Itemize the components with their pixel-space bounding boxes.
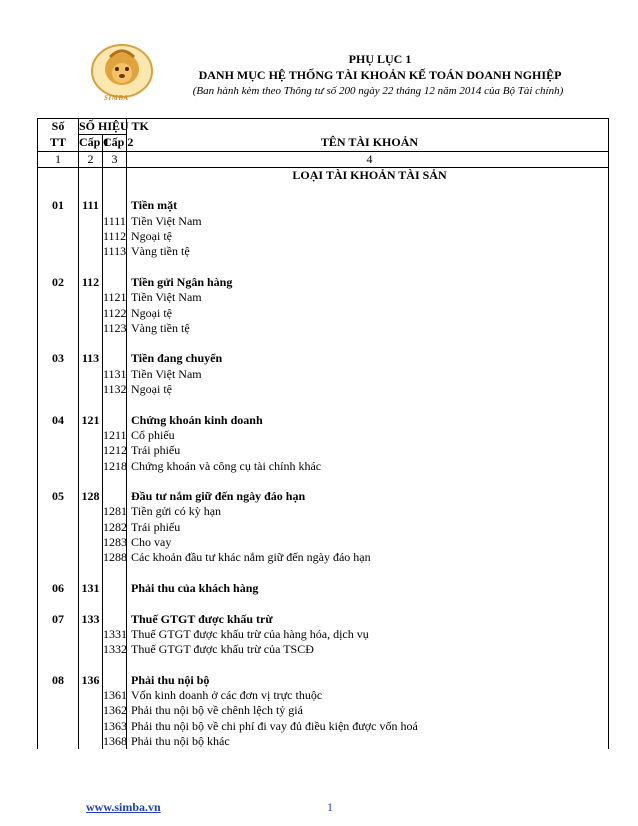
row-cap1 (79, 321, 103, 336)
row-cap2: 1122 (103, 305, 127, 320)
row-tt (38, 336, 79, 351)
row-cap2 (103, 351, 127, 366)
row-cap2 (103, 336, 127, 351)
row-account-name: Đầu tư nắm giữ đến ngày đáo hạn (127, 489, 609, 504)
table-row (38, 535, 609, 550)
row-account-name: Tiền gửi Ngân hàng (127, 275, 609, 290)
row-account-name: Phải thu nội bộ (127, 673, 609, 688)
table-header-row-3 (38, 151, 609, 167)
row-cap2: 1282 (103, 519, 127, 534)
row-cap2: 1211 (103, 427, 127, 442)
table-row (38, 214, 609, 229)
table-row (38, 673, 609, 688)
row-account-name (127, 657, 609, 672)
table-row (38, 336, 609, 351)
appendix-label: PHỤ LỤC 1 (348, 52, 412, 66)
row-account-name (127, 183, 609, 198)
table-row (38, 612, 609, 627)
table-row (38, 489, 609, 504)
row-cap2: 1281 (103, 504, 127, 519)
row-cap2 (103, 397, 127, 412)
row-cap1 (79, 244, 103, 259)
table-row (38, 244, 609, 259)
row-cap1 (79, 367, 103, 382)
table-row (38, 520, 609, 535)
row-account-name (127, 474, 609, 489)
row-tt (38, 443, 79, 458)
row-account-name: Phải thu của khách hàng (127, 581, 609, 596)
row-tt (38, 244, 79, 259)
row-cap2: 1331 (103, 626, 127, 641)
row-tt (38, 397, 79, 412)
row-cap2: 1212 (103, 443, 127, 458)
row-tt (38, 719, 79, 734)
table-row (38, 566, 609, 581)
row-tt (38, 459, 79, 474)
row-tt: 03 (38, 351, 79, 366)
table-row (38, 183, 609, 198)
row-cap1 (79, 229, 103, 244)
row-cap2 (103, 474, 127, 489)
table-header-row-2 (38, 135, 609, 151)
row-tt (38, 504, 79, 519)
row-cap2: 1332 (103, 642, 127, 657)
row-tt (38, 566, 79, 581)
row-cap1: 112 (79, 275, 103, 290)
row-cap2 (103, 596, 127, 611)
row-tt (38, 734, 79, 749)
row-cap1 (79, 459, 103, 474)
table-row (38, 413, 609, 428)
row-cap2: 1132 (103, 382, 127, 397)
row-account-name: Tiền đang chuyển (127, 351, 609, 366)
row-tt (38, 290, 79, 305)
header-num-2: 2 (79, 151, 103, 167)
row-cap1 (79, 642, 103, 657)
row-cap1 (79, 566, 103, 581)
row-cap2 (103, 413, 127, 428)
section-row (38, 167, 609, 183)
account-table (37, 118, 609, 749)
row-tt (38, 520, 79, 535)
row-tt (38, 229, 79, 244)
row-account-name: Trái phiếu (127, 443, 609, 458)
row-account-name (127, 336, 609, 351)
row-account-name: Tiền mặt (127, 198, 609, 213)
header-cap1: Cấp 1 (79, 135, 110, 150)
row-account-name: Các khoản đầu tư khác nắm giữ đến ngày đáo hạn (127, 550, 609, 565)
row-cap1: 133 (79, 612, 103, 627)
row-cap2: 1283 (103, 535, 127, 550)
header-so-hieu-tk: SỐ HIỆU TK (79, 119, 149, 133)
row-cap1 (79, 550, 103, 565)
row-cap2 (103, 673, 127, 688)
row-account-name: Cho vay (127, 535, 609, 550)
row-tt (38, 306, 79, 321)
row-account-name: Tiền gửi có kỳ hạn (127, 504, 609, 519)
row-account-name: Phải thu nội bộ khác (127, 734, 609, 749)
row-cap2 (103, 183, 127, 198)
row-account-name: Thuế GTGT được khấu trừ của TSCĐ (127, 642, 609, 657)
row-cap1 (79, 719, 103, 734)
table-row (38, 703, 609, 718)
header-num-1: 1 (38, 151, 79, 167)
row-account-name (127, 566, 609, 581)
document-title: DANH MỤC HỆ THỐNG TÀI KHOẢN KẾ TOÁN DOANH NGHIỆP (198, 68, 562, 82)
row-account-name: Vàng tiền tệ (127, 244, 609, 259)
row-cap2 (103, 260, 127, 275)
row-cap1: 113 (79, 351, 103, 366)
row-cap1 (79, 474, 103, 489)
header-tt: TT (38, 135, 79, 151)
header-num-4: 4 (127, 151, 609, 167)
row-cap2 (103, 198, 127, 213)
row-tt (38, 642, 79, 657)
row-cap2: 1363 (103, 718, 127, 733)
row-tt: 07 (38, 612, 79, 627)
row-cap2: 1361 (103, 687, 127, 702)
row-tt (38, 428, 79, 443)
table-row (38, 459, 609, 474)
row-tt (38, 596, 79, 611)
table-row (38, 321, 609, 336)
table-header-row-1 (38, 119, 609, 135)
header-num-3: 3 (103, 151, 127, 167)
row-cap1 (79, 535, 103, 550)
row-cap1: 128 (79, 489, 103, 504)
table-row (38, 719, 609, 734)
row-account-name: Vốn kinh doanh ở các đơn vị trực thuộc (127, 688, 609, 703)
table-row (38, 397, 609, 412)
row-cap1 (79, 703, 103, 718)
row-cap2 (103, 566, 127, 581)
row-tt (38, 183, 79, 198)
table-row (38, 198, 609, 213)
row-tt (38, 367, 79, 382)
table-row (38, 367, 609, 382)
row-cap2: 1218 (103, 458, 127, 473)
row-account-name: Chứng khoán kinh doanh (127, 413, 609, 428)
row-cap1: 121 (79, 413, 103, 428)
row-cap2 (103, 657, 127, 672)
row-account-name: Thuế GTGT được khấu trừ (127, 612, 609, 627)
row-account-name: Ngoại tệ (127, 306, 609, 321)
table-row (38, 734, 609, 749)
row-account-name: Phải thu nội bộ về chênh lệch tỷ giá (127, 703, 609, 718)
table-row (38, 443, 609, 458)
table-row (38, 550, 609, 565)
row-tt (38, 474, 79, 489)
table-row (38, 581, 609, 596)
row-cap1 (79, 443, 103, 458)
page-number: 1 (327, 800, 333, 814)
row-cap2: 1288 (103, 550, 127, 565)
row-account-name: Ngoại tệ (127, 229, 609, 244)
row-cap2: 1111 (103, 213, 126, 228)
table-row (38, 260, 609, 275)
row-tt: 06 (38, 581, 79, 596)
row-cap1: 131 (79, 581, 103, 596)
row-cap1 (79, 290, 103, 305)
row-cap1 (79, 260, 103, 275)
row-cap1 (79, 657, 103, 672)
row-account-name: Tiền Việt Nam (127, 367, 609, 382)
row-account-name: Tiền Việt Nam (127, 290, 609, 305)
row-cap1 (79, 306, 103, 321)
row-account-name (127, 596, 609, 611)
row-tt (38, 214, 79, 229)
row-cap1 (79, 428, 103, 443)
row-tt: 01 (38, 198, 79, 213)
row-tt: 02 (38, 275, 79, 290)
row-cap1 (79, 183, 103, 198)
row-cap2: 1362 (103, 703, 127, 718)
table-row (38, 688, 609, 703)
row-account-name: Ngoại tệ (127, 382, 609, 397)
row-tt (38, 260, 79, 275)
row-account-name: Cổ phiếu (127, 428, 609, 443)
row-cap1: 136 (79, 673, 103, 688)
section-title: LOẠI TÀI KHOẢN TÀI SẢN (127, 167, 609, 183)
row-cap1 (79, 734, 103, 749)
row-cap1 (79, 688, 103, 703)
row-account-name (127, 260, 609, 275)
row-tt: 05 (38, 489, 79, 504)
row-account-name: Vàng tiền tệ (127, 321, 609, 336)
row-cap2 (103, 612, 127, 627)
row-tt (38, 688, 79, 703)
row-cap1 (79, 336, 103, 351)
document-subtitle: (Ban hành kèm theo Thông tư số 200 ngày 22 tháng 12 năm 2014 của Bộ Tài chính) (192, 85, 564, 97)
row-cap2 (103, 489, 127, 504)
table-row (38, 474, 609, 489)
row-cap1 (79, 382, 103, 397)
row-account-name: Tiền Việt Nam (127, 214, 609, 229)
row-tt: 04 (38, 413, 79, 428)
row-cap2: 1131 (103, 366, 127, 381)
table-row (38, 229, 609, 244)
row-tt (38, 550, 79, 565)
table-row (38, 504, 609, 519)
table-row (38, 657, 609, 672)
row-cap1 (79, 596, 103, 611)
row-cap2: 1113 (103, 244, 127, 259)
table-row (38, 428, 609, 443)
row-cap1 (79, 214, 103, 229)
row-cap1 (79, 397, 103, 412)
table-row (38, 351, 609, 366)
table-row (38, 382, 609, 397)
footer-website-link[interactable]: www.simba.vn (86, 800, 161, 814)
row-cap2: 1368 (103, 733, 127, 748)
row-account-name (127, 397, 609, 412)
row-account-name: Thuế GTGT được khấu trừ của hàng hóa, dịch vụ (127, 627, 609, 642)
row-tt (38, 703, 79, 718)
row-cap1 (79, 520, 103, 535)
row-cap1 (79, 504, 103, 519)
row-account-name: Phải thu nội bộ về chi phí đi vay đủ điều kiện được vốn hoá (127, 719, 609, 734)
table-row (38, 627, 609, 642)
row-account-name: Chứng khoán và công cụ tài chính khác (127, 459, 609, 474)
header-so: Số (38, 119, 79, 135)
row-tt (38, 627, 79, 642)
row-cap2 (103, 275, 127, 290)
row-tt (38, 535, 79, 550)
row-cap2 (103, 581, 127, 596)
logo-text: SIMBA (104, 94, 129, 102)
row-cap2: 1112 (103, 229, 127, 244)
row-tt: 08 (38, 673, 79, 688)
row-tt (38, 382, 79, 397)
row-cap1 (79, 627, 103, 642)
row-tt (38, 657, 79, 672)
table-row (38, 290, 609, 305)
row-tt (38, 321, 79, 336)
row-account-name: Trái phiếu (127, 520, 609, 535)
table-row (38, 642, 609, 657)
table-row (38, 596, 609, 611)
table-row (38, 275, 609, 290)
header-ten-tk: TÊN TÀI KHOẢN (127, 135, 609, 151)
row-cap2: 1121 (103, 290, 127, 305)
header-cap2: Cấp 2 (103, 135, 134, 150)
row-cap1: 111 (79, 198, 103, 213)
row-cap2: 1123 (103, 320, 127, 335)
table-row (38, 306, 609, 321)
